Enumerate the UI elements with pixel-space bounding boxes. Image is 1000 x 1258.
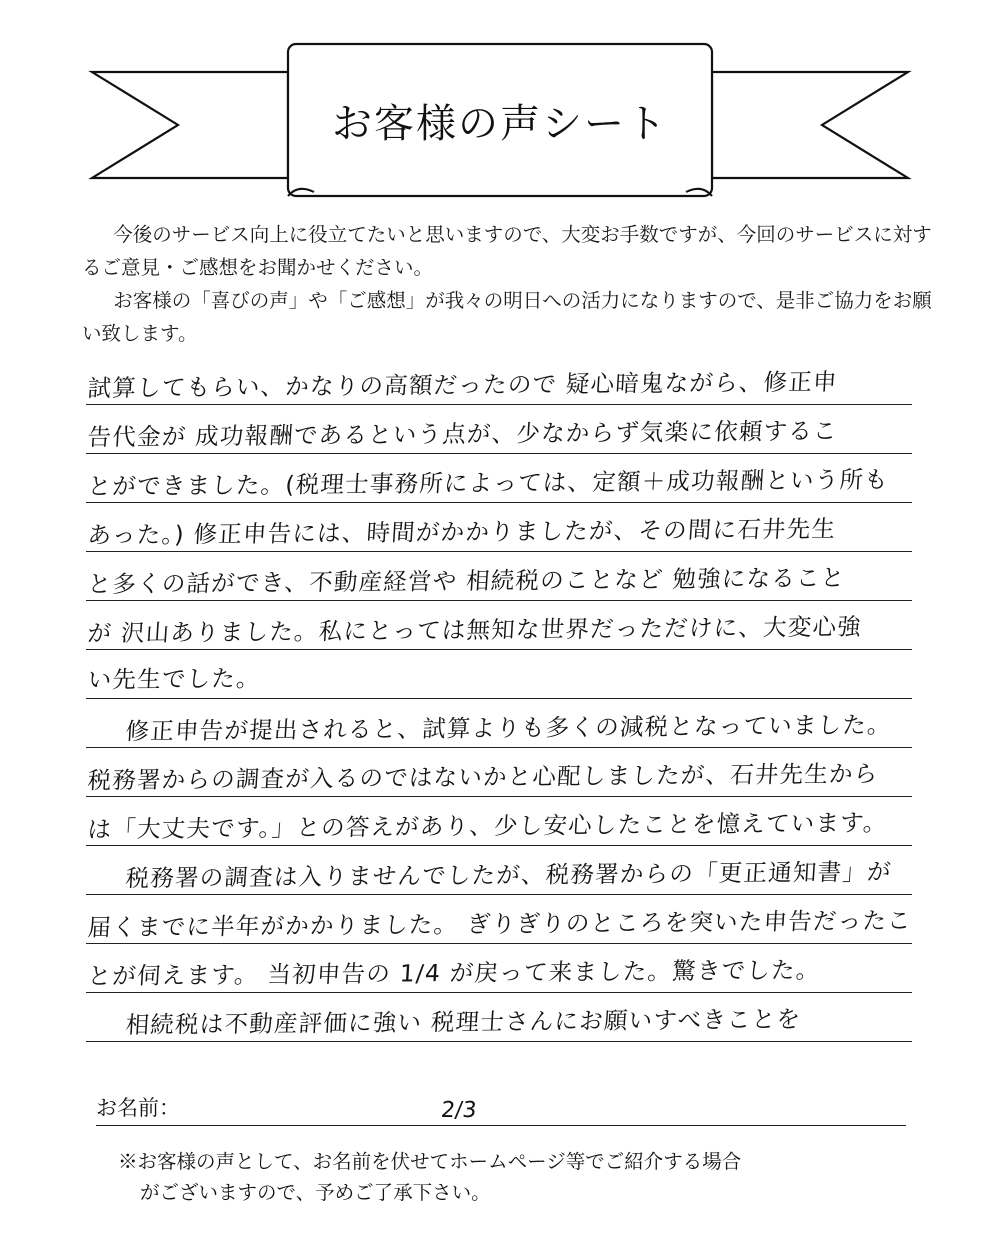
handwriting-line — [86, 846, 912, 895]
handwriting-text: あった。) 修正申告には、時間がかかりましたが、その間に石井先生 — [86, 514, 838, 550]
name-field-label: お名前： — [96, 1096, 180, 1120]
handwriting-text: 告代金が 成功報酬であるという点が、少なからず気楽に依頼するこ — [86, 416, 839, 452]
handwriting-line — [86, 356, 912, 405]
handwriting-line — [86, 748, 912, 797]
handwriting-text: と多くの話ができ、不動産経営や 相続税のことなど 勉強になること — [86, 563, 847, 599]
footnote — [118, 1146, 918, 1208]
banner — [0, 30, 1000, 200]
handwriting-text: は「大丈夫です。」との答えがあり、少し安心したことを憶えています。 — [86, 808, 889, 844]
footnote-line-2: がございますので、予めご了承下さい。 — [140, 1181, 491, 1204]
handwriting-line — [86, 503, 912, 552]
handwriting-line — [86, 944, 912, 993]
page-number: 2/3 — [439, 1098, 478, 1123]
intro-text — [82, 218, 932, 350]
handwriting-line — [86, 650, 912, 699]
handwriting-text: 修正申告が提出されると、試算よりも多くの減税となっていました。 — [124, 710, 893, 746]
handwriting-line — [86, 454, 912, 503]
name-field-row[interactable] — [96, 1095, 906, 1126]
handwriting-line — [86, 552, 912, 601]
handwriting-text: 税務署からの調査が入るのではないかと心配しましたが、石井先生から — [86, 759, 880, 795]
handwriting-text: が 沢山ありました。私にとっては無知な世界だっただけに、大変心強 — [86, 612, 863, 648]
handwriting-line — [86, 601, 912, 650]
handwriting-text: とが伺えます。 当初申告の 1/4 が戻って来ました。驚きでした。 — [86, 955, 822, 991]
handwriting-text: い先生でした。 — [86, 664, 262, 694]
handwritten-response-area — [86, 356, 912, 1042]
handwriting-text: 試算してもらい、かなりの高額だったので 疑心暗鬼ながら、修正申 — [86, 367, 839, 403]
page-title: お客様の声シート — [332, 101, 668, 147]
handwriting-line — [86, 993, 912, 1042]
handwriting-line — [86, 699, 912, 748]
handwriting-line — [86, 405, 912, 454]
handwriting-text: 税務署の調査は入りませんでしたが、税務署からの「更正通知書」が — [124, 857, 893, 893]
handwriting-text: 相続税は不動産評価に強い 税理士さんにお願いすべきことを — [124, 1005, 803, 1039]
intro-paragraph-2: お客様の「喜びの声」や「ご感想」が我々の明日への活力になりますので、是非ご協力をお願い致します。 — [82, 289, 932, 345]
handwriting-line — [86, 797, 912, 846]
handwriting-text: 届くまでに半年がかかりました。 ぎりぎりのところを突いた申告だったこ — [86, 906, 913, 942]
handwriting-text: とができました。(税理士事務所によっては、定額＋成功報酬という所も — [86, 465, 890, 501]
footnote-line-1: ※お客様の声として、お名前を伏せてホームページ等でご紹介する場合 — [118, 1150, 742, 1173]
handwriting-line — [86, 895, 912, 944]
intro-paragraph-1: 今後のサービス向上に役立てたいと思いますので、大変お手数ですが、今回のサービスに対するご意見・ご感想をお聞かせください。 — [82, 223, 932, 279]
